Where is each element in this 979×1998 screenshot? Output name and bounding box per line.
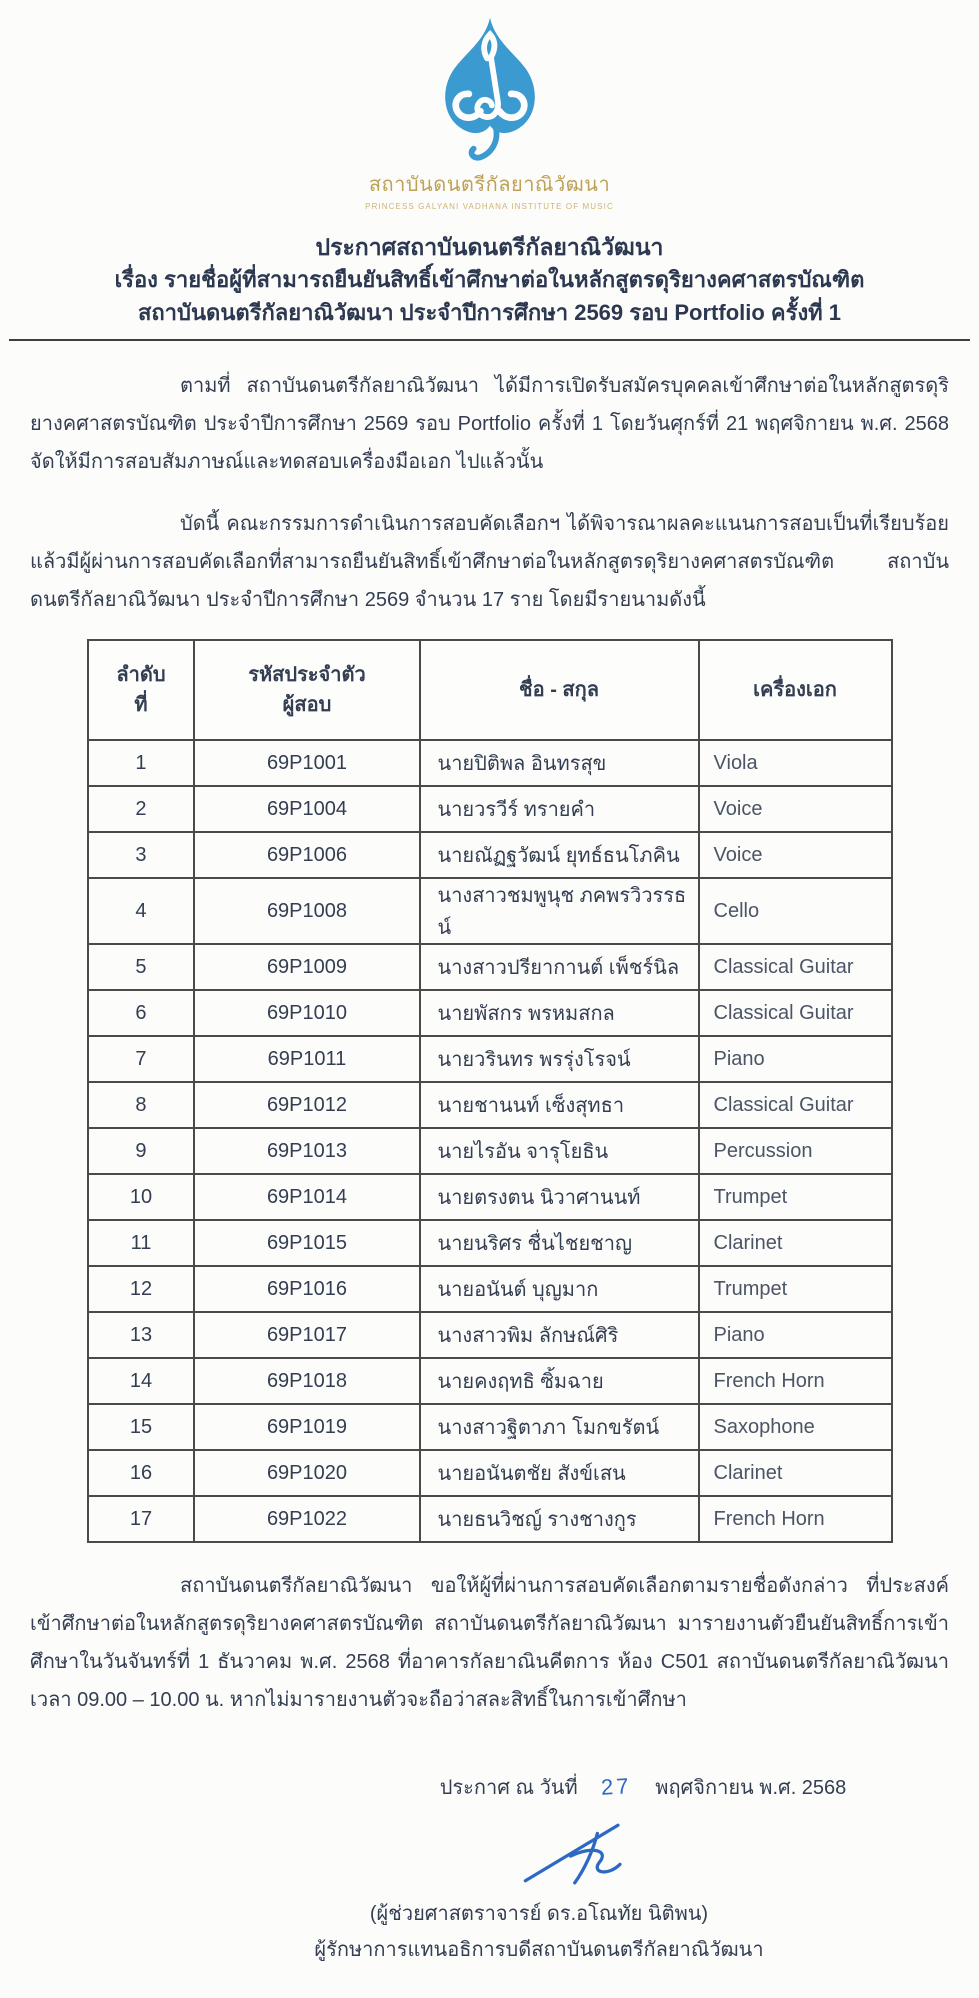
cell-student-name: นายตรงตน นิวาศานนท์	[420, 1174, 699, 1220]
cell-exam-code: 69P1020	[194, 1450, 419, 1496]
announcement-program: สถาบันดนตรีกัลยาณิวัฒนา ประจำปีการศึกษา 2569 รอบ Portfolio ครั้งที่ 1	[137, 300, 842, 325]
table-row	[88, 1266, 892, 1312]
cell-instrument: Clarinet	[699, 1450, 892, 1496]
cell-instrument: French Horn	[699, 1496, 892, 1542]
signature-block	[509, 1817, 679, 1894]
cell-no: 8	[88, 1082, 195, 1128]
signature-icon	[509, 1817, 659, 1889]
cell-no: 3	[88, 832, 195, 878]
cell-exam-code: 69P1014	[194, 1174, 419, 1220]
table-row	[88, 832, 892, 878]
logo-block	[0, 16, 979, 211]
table-row	[88, 1404, 892, 1450]
cell-student-name: นายธนวิชญ์ รางชางกูร	[420, 1496, 699, 1542]
cell-exam-code: 69P1022	[194, 1496, 419, 1542]
col-header-instrument: เครื่องเอก	[699, 640, 892, 740]
announcement-title-block	[0, 231, 979, 329]
table-row	[88, 990, 892, 1036]
cell-no: 13	[88, 1312, 195, 1358]
cell-student-name: นางสาวฐิตาภา โมกขรัตน์	[420, 1404, 699, 1450]
table-row	[88, 1450, 892, 1496]
cell-no: 9	[88, 1128, 195, 1174]
results-table-body	[88, 740, 892, 1542]
cell-student-name: นายปิติพล อินทรสุข	[420, 740, 699, 786]
cell-instrument: Classical Guitar	[699, 944, 892, 990]
cell-no: 5	[88, 944, 195, 990]
publication-date-prefix: ประกาศ ณ วันที่	[439, 1777, 578, 1799]
cell-student-name: นายนริศร ชื่นไชยชาญ	[420, 1220, 699, 1266]
cell-no: 17	[88, 1496, 195, 1542]
table-row	[88, 786, 892, 832]
cell-student-name: นายอนันต์ บุญมาก	[420, 1266, 699, 1312]
cell-student-name: นายคงฤทธิ ซิ้มฉาย	[420, 1358, 699, 1404]
table-row	[88, 1082, 892, 1128]
cell-student-name: นายณัฏฐวัฒน์ ยุทธ์ธนโภคิน	[420, 832, 699, 878]
cell-no: 15	[88, 1404, 195, 1450]
cell-exam-code: 69P1016	[194, 1266, 419, 1312]
selection-result-paragraph: บัดนี้ คณะกรรมการดำเนินการสอบคัดเลือกฯ ได้พิจารณาผลคะแนนการสอบเป็นที่เรียบร้อยแล้วมีผู้ผ่านการสอบคัดเลือกที่สามารถยืนยันสิทธิ์เข้าศึกษาต่อในหลักสูตรดุริยางคศาสตรบัณฑิต สถาบันดนตรีกัลยาณิวัฒนา ประจำปีการศึกษา 2569 จำนวน 17 ราย โดยมีรายนามดังนี้	[30, 513, 949, 611]
institute-name-thai: สถาบันดนตรีกัลยาณิวัฒนา	[368, 174, 611, 196]
cell-student-name: นายวรินทร พรรุ่งโรจน์	[420, 1036, 699, 1082]
cell-exam-code: 69P1006	[194, 832, 419, 878]
table-row	[88, 1220, 892, 1266]
cell-no: 10	[88, 1174, 195, 1220]
cell-instrument: Classical Guitar	[699, 990, 892, 1036]
cell-no: 4	[88, 878, 195, 944]
cell-no: 11	[88, 1220, 195, 1266]
cell-instrument: Clarinet	[699, 1220, 892, 1266]
cell-no: 2	[88, 786, 195, 832]
table-row	[88, 1036, 892, 1082]
cell-student-name: นายอนันตชัย สังข์เสน	[420, 1450, 699, 1496]
cell-student-name: นางสาวปรียากานต์ เพ็ชร์นิล	[420, 944, 699, 990]
results-table-header	[88, 640, 892, 740]
cell-exam-code: 69P1001	[194, 740, 419, 786]
cell-instrument: Piano	[699, 1036, 892, 1082]
title-divider	[9, 339, 970, 341]
table-row	[88, 1496, 892, 1542]
signer-name: (ผู้ช่วยศาสตราจารย์ ดร.อโณทัย นิติพน)	[369, 1903, 709, 1925]
cell-no: 1	[88, 740, 195, 786]
handwritten-day: 27	[600, 1773, 633, 1800]
cell-student-name: นายไรอัน จารุโยธิน	[420, 1128, 699, 1174]
col-header-no: ลำดับ ที่	[88, 640, 195, 740]
announcement-title: ประกาศสถาบันดนตรีกัลยาณิวัฒนา	[315, 234, 664, 260]
table-row	[88, 944, 892, 990]
intro-paragraph: ตามที่ สถาบันดนตรีกัลยาณิวัฒนา ได้มีการเปิดรับสมัครบุคคลเข้าศึกษาต่อในหลักสูตรดุริยางคศาสตรบัณฑิต ประจำปีการศึกษา 2569 รอบ Portfolio ครั้งที่ 1 โดยวันศุกร์ที่ 21 พฤศจิกายน พ.ศ. 2568 จัดให้มีการสอบสัมภาษณ์และทดสอบเครื่องมือเอก ไปแล้วนั้น	[30, 375, 949, 473]
cell-instrument: Cello	[699, 878, 892, 944]
table-row	[88, 1312, 892, 1358]
table-row	[88, 1128, 892, 1174]
cell-exam-code: 69P1018	[194, 1358, 419, 1404]
cell-instrument: Piano	[699, 1312, 892, 1358]
institute-logo	[432, 16, 548, 166]
col-header-name: ชื่อ - สกุล	[420, 640, 699, 740]
cell-no: 12	[88, 1266, 195, 1312]
table-row	[88, 740, 892, 786]
cell-student-name: นางสาวชมพูนุช ภคพรวิวรรธน์	[420, 878, 699, 944]
cell-student-name: นายชานนท์ เซ็งสุทธา	[420, 1082, 699, 1128]
signer-title: ผู้รักษาการแทนอธิการบดีสถาบันดนตรีกัลยาณิวัฒนา	[314, 1939, 764, 1961]
cell-exam-code: 69P1012	[194, 1082, 419, 1128]
announcement-subject: เรื่อง รายชื่อผู้ที่สามารถยืนยันสิทธิ์เข้าศึกษาต่อในหลักสูตรดุริยางคศาสตรบัณฑิต	[114, 267, 865, 292]
cell-exam-code: 69P1017	[194, 1312, 419, 1358]
cell-instrument: Trumpet	[699, 1174, 892, 1220]
cell-exam-code: 69P1019	[194, 1404, 419, 1450]
cell-exam-code: 69P1011	[194, 1036, 419, 1082]
cell-instrument: French Horn	[699, 1358, 892, 1404]
cell-instrument: Viola	[699, 740, 892, 786]
col-header-code: รหัสประจำตัว ผู้สอบ	[194, 640, 419, 740]
cell-instrument: Voice	[699, 786, 892, 832]
cell-instrument: Voice	[699, 832, 892, 878]
cell-no: 6	[88, 990, 195, 1036]
cell-exam-code: 69P1010	[194, 990, 419, 1036]
cell-instrument: Trumpet	[699, 1266, 892, 1312]
publication-date-suffix: พฤศจิกายน พ.ศ. 2568	[655, 1777, 847, 1799]
cell-exam-code: 69P1008	[194, 878, 419, 944]
closing-paragraph: สถาบันดนตรีกัลยาณิวัฒนา ขอให้ผู้ที่ผ่านการสอบคัดเลือกตามรายชื่อดังกล่าว ที่ประสงค์เข้าศึกษาต่อในหลักสูตรดุริยางคศาสตรบัณฑิต สถาบันดนตรีกัลยาณิวัฒนา มารายงานตัวยืนยันสิทธิ์การเข้าศึกษาในวันจันทร์ที่ 1 ธันวาคม พ.ศ. 2568 ที่อาคารกัลยาณินคีตการ ห้อง C501 สถาบันดนตรีกัลยาณิวัฒนา เวลา 09.00 – 10.00 น. หากไม่มารายงานตัวจะถือว่าสละสิทธิ์ในการเข้าศึกษา	[30, 1575, 949, 1711]
cell-instrument: Percussion	[699, 1128, 892, 1174]
cell-exam-code: 69P1013	[194, 1128, 419, 1174]
table-row	[88, 878, 892, 944]
publication-date	[343, 1771, 943, 1803]
cell-exam-code: 69P1015	[194, 1220, 419, 1266]
results-table	[87, 639, 893, 1543]
cell-no: 14	[88, 1358, 195, 1404]
table-row	[88, 1358, 892, 1404]
cell-student-name: นายวรวีร์ ทรายคำ	[420, 786, 699, 832]
cell-exam-code: 69P1009	[194, 944, 419, 990]
table-row	[88, 1174, 892, 1220]
cell-student-name: นายพัสกร พรหมสกล	[420, 990, 699, 1036]
cell-no: 7	[88, 1036, 195, 1082]
cell-exam-code: 69P1004	[194, 786, 419, 832]
cell-instrument: Saxophone	[699, 1404, 892, 1450]
cell-instrument: Classical Guitar	[699, 1082, 892, 1128]
cell-no: 16	[88, 1450, 195, 1496]
signer-block	[219, 1896, 859, 1968]
cell-student-name: นางสาวพิม ลักษณ์ศิริ	[420, 1312, 699, 1358]
institute-name-english: PRINCESS GALYANI VADHANA INSTITUTE OF MUSIC	[365, 202, 614, 211]
